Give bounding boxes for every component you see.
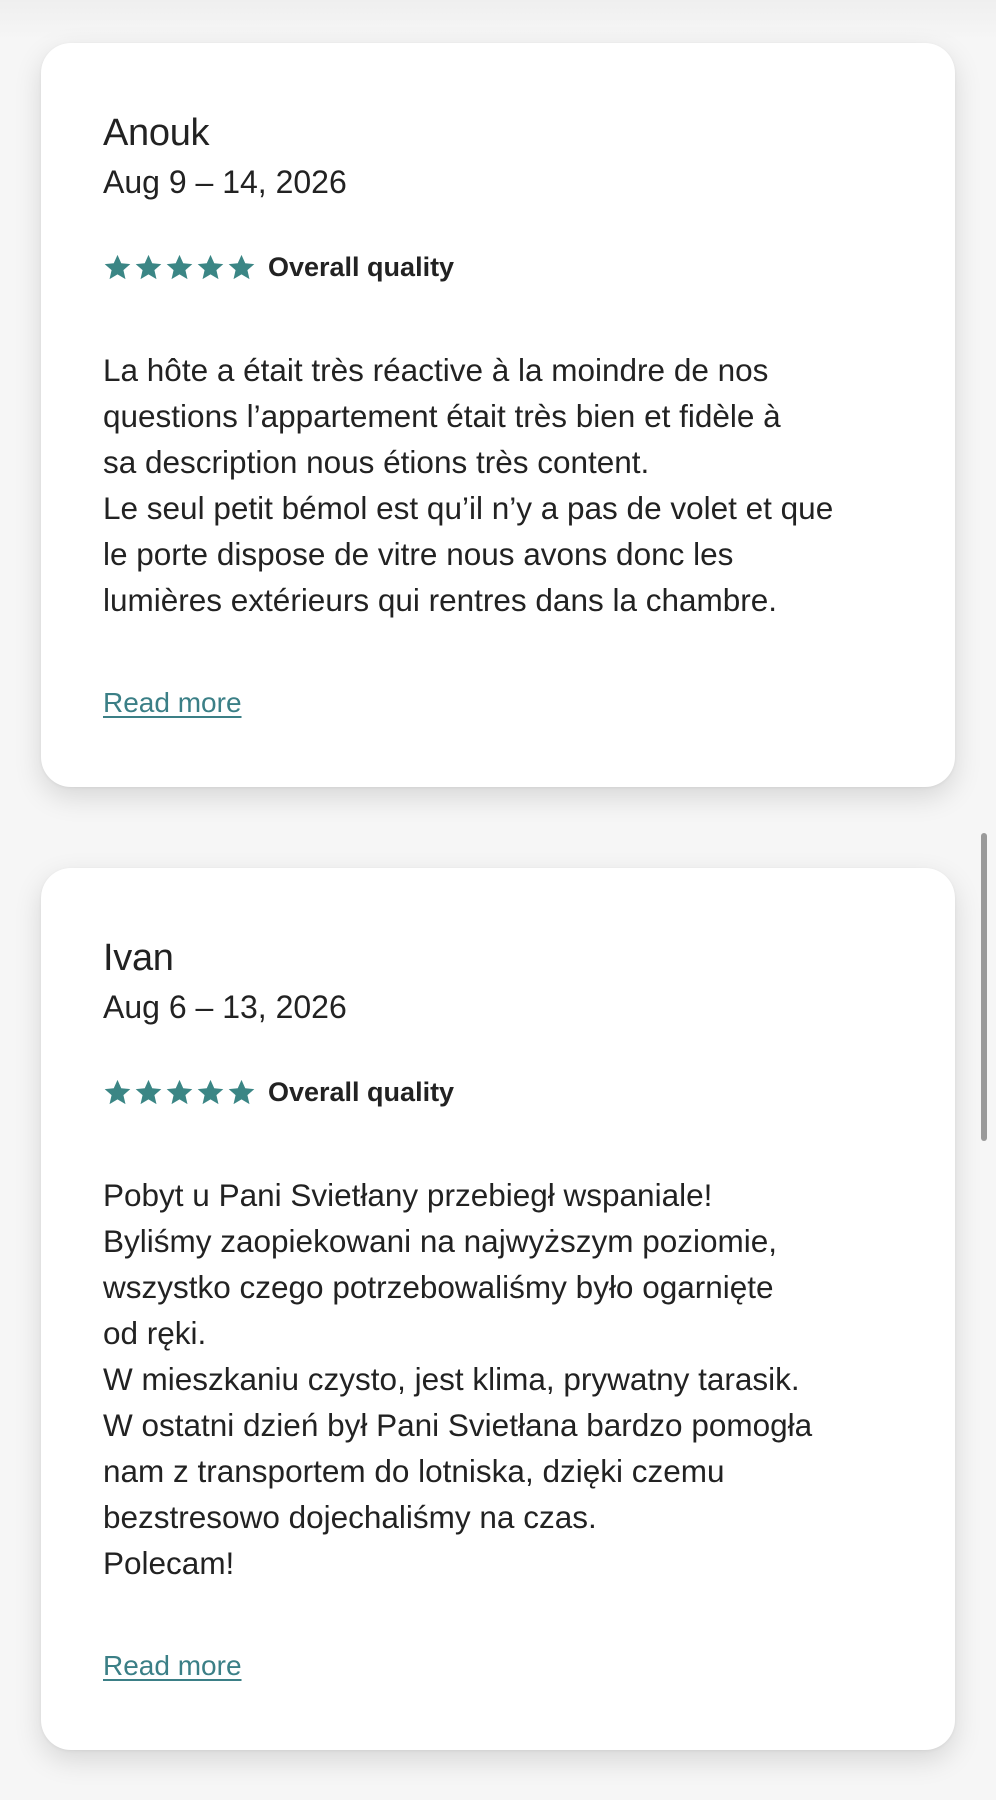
rating-label: Overall quality: [268, 1076, 455, 1107]
star-icon: [165, 1078, 194, 1107]
review-text: Pobyt u Pani Svietłany przebiegł wspaniale! Byliśmy zaopiekowani na najwyższym poziomie, wszystko czego potrzebowaliśmy było ogarnięte od ręki. W mieszkaniu czysto, jest klima, prywatny tarasik. W ostatni dzień był Pani Svietłana bardzo pomogła nam z transportem do lotniska, dzięki czemu bezstresowo dojechaliśmy na czas. Polecam!: [103, 1177, 813, 1581]
star-icon: [196, 1078, 225, 1107]
stay-dates: Aug 9 – 14, 2026: [103, 164, 347, 200]
top-fade: [0, 0, 996, 40]
star-icon: [227, 253, 256, 282]
star-icon: [196, 253, 225, 282]
stay-dates: Aug 6 – 13, 2026: [103, 989, 347, 1025]
review-card: [41, 43, 955, 787]
rating-row: [103, 249, 454, 285]
star-rating: [103, 1078, 258, 1107]
rating-row: [103, 1074, 454, 1110]
reviewer-name: Ivan: [103, 937, 174, 979]
star-rating: [103, 253, 258, 282]
star-icon: [103, 1078, 132, 1107]
review-card: [41, 868, 955, 1750]
scrollbar[interactable]: [981, 833, 987, 1141]
read-more-link[interactable]: Read more: [103, 687, 242, 718]
star-icon: [134, 253, 163, 282]
review-text: La hôte a était très réactive à la moindre de nos questions l’appartement était très bien et fidèle à sa description nous étions très content. Le seul petit bémol est qu’il n’y a pas de volet et que le porte dispose de vitre nous avons donc les lumières extérieurs qui rentres dans la chambre.: [103, 352, 834, 618]
reviewer-name: Anouk: [103, 112, 210, 154]
star-icon: [134, 1078, 163, 1107]
star-icon: [227, 1078, 256, 1107]
star-icon: [165, 253, 194, 282]
rating-label: Overall quality: [268, 251, 455, 282]
star-icon: [103, 253, 132, 282]
read-more-link[interactable]: Read more: [103, 1650, 242, 1681]
